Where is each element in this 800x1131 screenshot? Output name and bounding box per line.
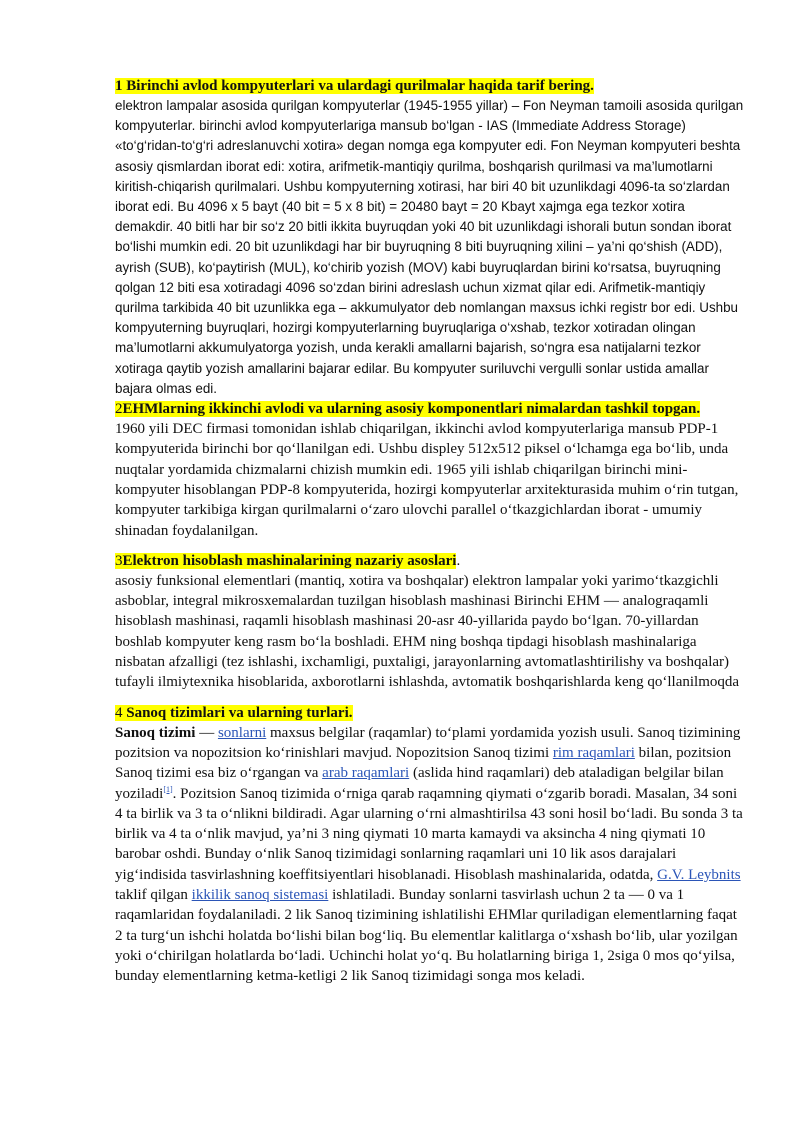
reference-link-1[interactable]: [1] [163, 784, 173, 794]
section-4-number: 4 [115, 704, 127, 721]
section-2-number: 2 [115, 401, 123, 418]
link-sonlarni[interactable]: sonlarni [217, 724, 267, 741]
link-ikkilik-sanoq-sistemasi[interactable]: ikkilik sanoq sistemasi [191, 886, 329, 903]
section-3-title: Elektron hisoblash mashinalarining nazariy asoslari [122, 552, 457, 569]
link-arab-raqamlari[interactable]: arab raqamlari [322, 765, 410, 782]
section-4-title: Sanoq tizimlari va ularning turlari. [126, 704, 353, 721]
section-2-body: 1960 yili DEC firmasi tomonidan ishlab chiqarilgan, ikkinchi avlod kompyuterlariga mansub PDP-1 kompyuterida birinchi bor qo‘llanilgan edi. Ushbu displey 512x512 piksel o‘lchamga ega bo‘lib, unda nuqtalar yordamida chizmalarni chizish mumkin edi. 1965 yili ishlab chiqarilgan birinchi mini-kompyuter hisoblangan PDP-8 kompyuterida, hozirgi kompyuterlar arxitekturasida muhim o‘rin tutgan, kompyuter tarkibiga kirgan qurilmalarni o‘zaro ulovchi parallel o‘tkazgichlardan iborat - umumiy shinadan foydalanilgan. [115, 421, 739, 539]
section-2-title: EHMlarning ikkinchi avlodi va ularning asosiy komponentlari nimalardan tashkil topgan. [122, 401, 701, 418]
section-3-number: 3 [115, 552, 123, 569]
section-1-body: elektron lampalar asosida qurilgan kompyuterlar (1945-1955 yillar) – Fon Neyman tamoili asosida qurilgan kompyuterlar. birinchi avlod kompyuterlariga mansub bo‘lgan - IAS (Immediate Address Storage) «to‘g‘ridan-to‘g‘ri adreslanuvchi xotira» degan nomga ega kompyuter edi. Fon Neyman kompyuteri beshta asosiy qismlardan iborat edi: xotira, arifmetik-mantiqiy qurilma, boshqarish qurilmasi va ma’lumotlarni kiritish-chiqarish qurilmalari. Ushbu kompyuterning xotirasi, har biri 40 bit uzunlikdagi 4096-ta so‘zlardan iborat edi. Bu 4096 x 5 bayt (40 bit = 5 x 8 bit) = 20480 bayt = 20 Kbayt xajmga ega tezkor xotira demakdir. 40 bitli har bir so‘z 20 bitli ikkita buyruqdan yoki 40 bit uzunlikdagi ishorali butun sondan iborat bo‘lishi mumkin edi. 20 bit uzunlikdagi har bir buyruqning 8 biti buyruqning xilini – ya’ni qo‘shish (ADD), ayrish (SUB), ko‘paytirish (MUL), ko‘chirib yozish (MOV) kabi buyruqlardan birini ko‘rsatsa, buyruqning qolgan 12 biti esa xotiradagi 4096 so‘zdan birini adreslash uchun xizmat qilar edi. Arifmetik-mantiqiy qurilma tarkibida 40 bit uzunlikka ega – akkumulyator deb nomlangan maxsus ichki registr bor edi. Ushbu kompyuterning buyruqlari, hozirgi kompyuterlarning buyruqlariga o‘xshab, tezkor xotiradan olingan ma’lumotlarni akkumulyatorga yozish, unda kerakli amallarni bajarish, so‘ngra esa natijalarni tezkor xotiraga qaytib yozish amallarini bajarar edilar. Bu kompyuter suriluvchi vergulli sonlar ustida amallar bajara olmas edi. [115, 98, 744, 396]
link-leybnits[interactable]: G.V. Leybnits [657, 866, 741, 883]
section-3-title-dot: . [456, 552, 461, 569]
spacer [115, 693, 745, 703]
section-2-heading [115, 399, 745, 419]
link-rim-raqamlari[interactable]: rim raqamlari [552, 744, 635, 761]
spacer [115, 541, 745, 551]
section-3-heading [115, 551, 745, 571]
section-3-body: asosiy funksional elementlari (mantiq, xotira va boshqalar) elektron lampalar yoki yarimo‘tkazgichli asboblar, integral mikrosxemalardan tuzilgan hisoblash mashinasi Birinchi EHM — analograqamli hisoblash mashinasi, raqamli hisoblash mashinasi 20-asr 40-yillarida paydo bo‘lgan. 70-yillardan boshlab kompyuter keng rasm bo‘la boshladi. EHM ning boshqa tipdagi hisoblash mashinalariga nisbatan afzalligi (tez ishlashi, ixchamligi, puxtaligi, jarayonlarning avtomatlashtirilishy va boshqalar) tufayli ilmiytexnika hisoblarida, axborotlarni ishlashda, avtomatik boshqarishlarda keng qo‘llanilmoqda [115, 572, 740, 691]
section-1-title: 1 Birinchi avlod kompyuterlari va ulardagi qurilmalar haqida tarif bering. [115, 78, 594, 94]
section-4-body: Sanoq tizimi — sonlarni maxsus belgilar (raqamlar) to‘plami yordamida yozish usuli. Sanoq tizimining pozitsion va nopozitsion ko‘rinishlari mavjud. Nopozitsion Sanoq tizimi rim raqamlari bilan, pozitsion Sanoq tizimi esa biz o‘rgangan va arab raqamlari (aslida hind raqamlari) deb ataladigan belgilar bilan yoziladi[1]. Pozitsion Sanoq tizimida o‘rniga qarab raqamning qiymati o‘zgarib boradi. Masalan, 34 soni 4 ta birlik va 3 ta o‘nlikni bildiradi. Agar ularning o‘rni almashtirilsa 43 soni hosil bo‘ladi. Bu sonda 3 ta birlik va 4 ta o‘nlik mavjud, ya’ni 3 ning qiymati 10 marta kamaydi va aksincha 4 ning qiymati 10 barobar oshdi. Bunday o‘nlik Sanoq tizimidagi sonlarning raqamlari uni 10 lik asos darajalari yig‘indisida tasvirlashning koeffitsiyentlari hisoblanadi. Hisoblash mashinalarida, odatda, G.V. Leybnits taklif qilgan ikkilik sanoq sistemasi ishlatiladi. Bunday sonlarni tasvirlash uchun 2 ta — 0 va 1 raqamlaridan foydalaniladi. 2 lik Sanoq tizimining ishlatilishi EHMlar quriladigan elementlarning faqat 2 ta turg‘un ishchi holatda bo‘lishi bilan bog‘liq. Bu elementlar kalitlarga o‘xshash bo‘lib, ular yozilgan yoki o‘chirilgan holatlarda bo‘ladi. Uchinchi holat yo‘q. Bu holatlarning biriga 1, 2siga 0 mos qo‘yilsa, bunday elementlarning ketma-ketligi 2 lik Sanoq tizimidagi songa mos keladi. [115, 724, 743, 985]
section-4-heading [115, 703, 745, 723]
document-page [115, 76, 745, 986]
term-sanoq-tizimi: Sanoq tizimi [115, 724, 196, 741]
section-1-heading [115, 76, 745, 96]
